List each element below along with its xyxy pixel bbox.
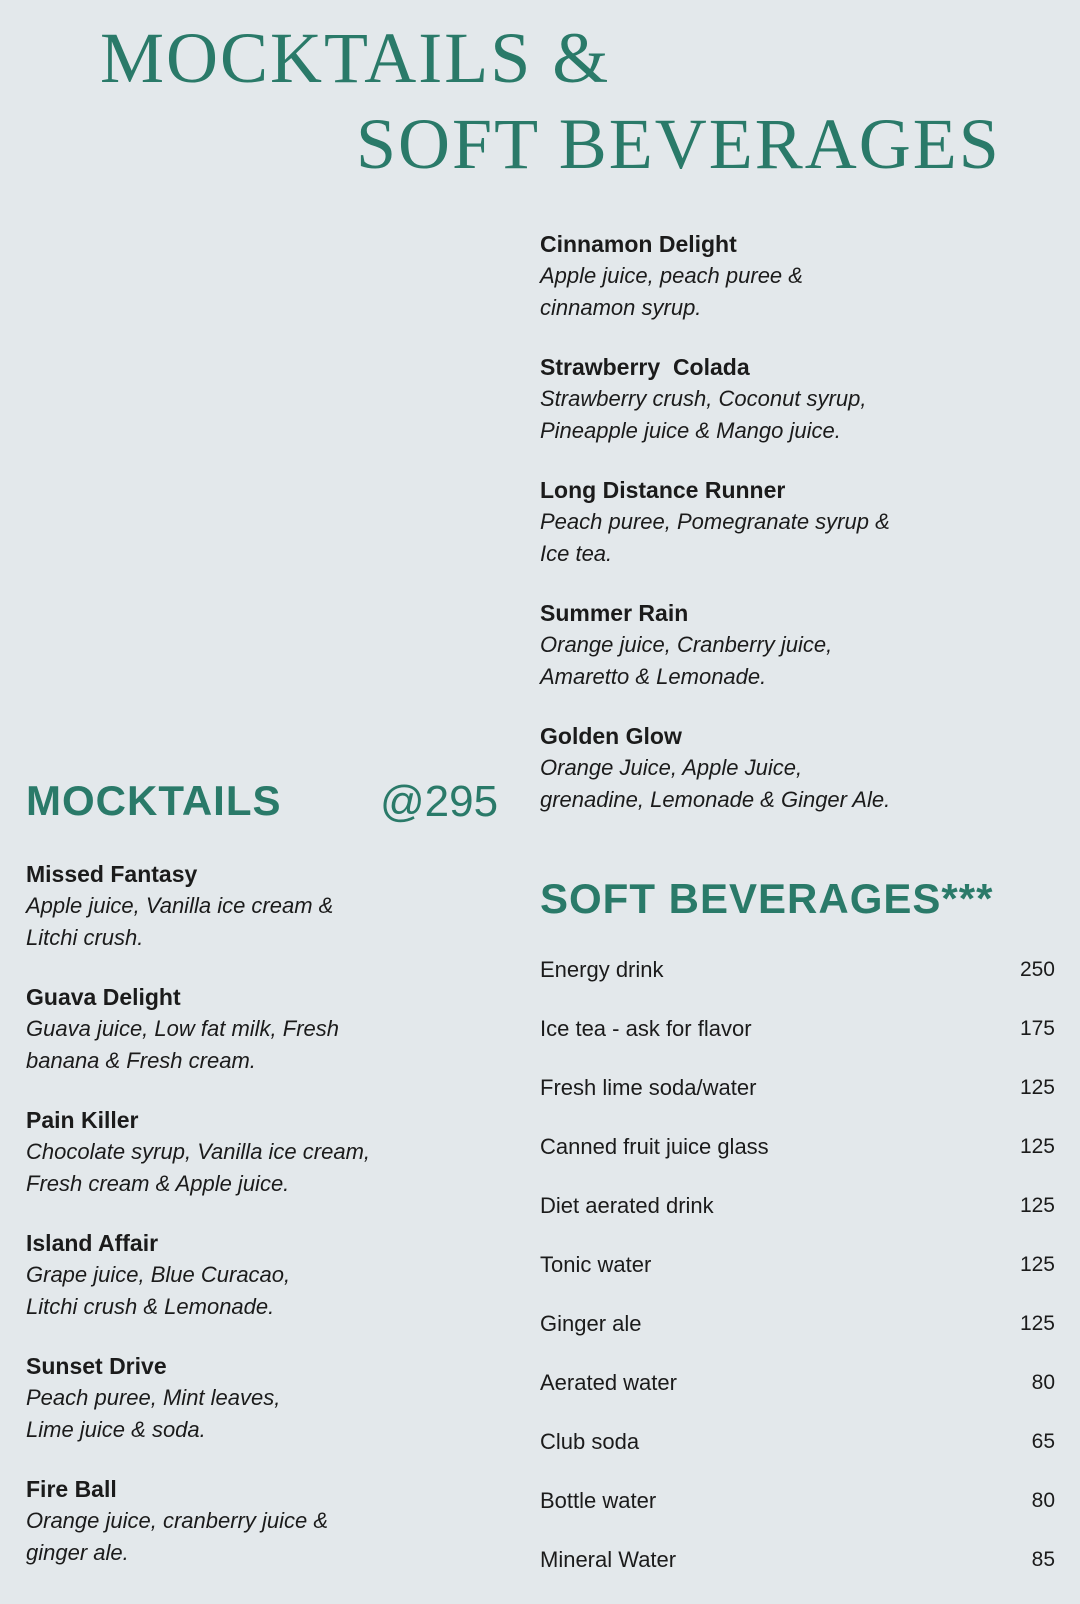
mocktail-description: Guava juice, Low fat milk, Fresh bbox=[26, 1016, 340, 1041]
page-title-line-1: MOCKTAILS & bbox=[100, 18, 611, 98]
mocktail-description: Strawberry crush, Coconut syrup, bbox=[540, 386, 867, 411]
beverage-name: Canned fruit juice glass bbox=[540, 1134, 769, 1159]
mocktail-description: Lime juice & soda. bbox=[26, 1417, 206, 1442]
mocktail-description: Apple juice, Vanilla ice cream & bbox=[26, 893, 334, 918]
mocktail-description: Peach puree, Mint leaves, bbox=[26, 1385, 281, 1410]
mocktail-description: Litchi crush & Lemonade. bbox=[26, 1294, 275, 1319]
mocktail-name: Golden Glow bbox=[540, 723, 682, 749]
list-item bbox=[540, 1309, 1055, 1368]
mocktail-item bbox=[540, 597, 1000, 693]
mocktail-description: cinnamon syrup. bbox=[540, 295, 702, 320]
beverage-price: 125 bbox=[1019, 1312, 1055, 1335]
list-item bbox=[540, 1073, 1055, 1132]
mocktail-name: Pain Killer bbox=[26, 1107, 139, 1133]
beverage-name: Energy drink bbox=[540, 957, 664, 982]
mocktails-heading: MOCKTAILS bbox=[26, 777, 282, 824]
mocktail-name: Guava Delight bbox=[26, 984, 181, 1010]
beverage-price: 125 bbox=[1019, 1135, 1055, 1158]
mocktail-description: Grape juice, Blue Curacao, bbox=[26, 1262, 291, 1287]
mocktails-price: @295 bbox=[380, 777, 499, 826]
list-item bbox=[540, 1132, 1055, 1191]
beverage-name: Aerated water bbox=[540, 1370, 677, 1395]
mocktail-description: grenadine, Lemonade & Ginger Ale. bbox=[540, 787, 891, 812]
beverage-price: 65 bbox=[1031, 1430, 1055, 1453]
mocktail-item bbox=[540, 351, 1000, 447]
list-item bbox=[540, 1368, 1055, 1427]
list-item bbox=[540, 1191, 1055, 1250]
mocktail-name: Island Affair bbox=[26, 1230, 159, 1256]
mocktail-description: Ice tea. bbox=[540, 541, 613, 566]
list-item bbox=[540, 1545, 1055, 1604]
beverage-name: Diet aerated drink bbox=[540, 1193, 714, 1218]
beverage-name: Mineral Water bbox=[540, 1547, 677, 1572]
mocktail-item bbox=[26, 1350, 486, 1446]
mocktail-description: Fresh cream & Apple juice. bbox=[26, 1171, 290, 1196]
mocktail-description: Apple juice, peach puree & bbox=[540, 263, 803, 288]
mocktail-name: Summer Rain bbox=[540, 600, 689, 626]
beverage-name: Club soda bbox=[540, 1429, 640, 1454]
beverage-price: 125 bbox=[1019, 1194, 1055, 1217]
mocktail-name: Fire Ball bbox=[26, 1476, 117, 1502]
beverage-price: 175 bbox=[1019, 1017, 1055, 1040]
mocktail-name: Missed Fantasy bbox=[26, 861, 198, 887]
mocktail-name: Sunset Drive bbox=[26, 1353, 167, 1379]
beverage-name: Ginger ale bbox=[540, 1311, 642, 1336]
soft-beverages-list bbox=[540, 955, 1055, 1604]
mocktail-item bbox=[26, 858, 486, 954]
mocktail-name: Strawberry Colada bbox=[540, 354, 750, 380]
list-item bbox=[540, 1486, 1055, 1545]
mocktail-item bbox=[540, 228, 1000, 324]
beverage-name: Tonic water bbox=[540, 1252, 652, 1277]
beverage-name: Ice tea - ask for flavor bbox=[540, 1016, 752, 1041]
beverage-price: 80 bbox=[1031, 1371, 1055, 1394]
mocktail-description: Pineapple juice & Mango juice. bbox=[540, 418, 841, 443]
mocktail-item bbox=[540, 720, 1000, 816]
list-item bbox=[540, 955, 1055, 1014]
mocktail-item bbox=[26, 1104, 486, 1200]
list-item bbox=[540, 1250, 1055, 1309]
mocktail-description: Amaretto & Lemonade. bbox=[540, 664, 767, 689]
mocktail-name: Cinnamon Delight bbox=[540, 231, 737, 257]
mocktail-description: Orange juice, cranberry juice & bbox=[26, 1508, 329, 1533]
mocktail-description: ginger ale. bbox=[26, 1540, 129, 1565]
mocktail-description: Orange Juice, Apple Juice, bbox=[540, 755, 803, 780]
mocktail-name: Long Distance Runner bbox=[540, 477, 786, 503]
beverage-name: Bottle water bbox=[540, 1488, 657, 1513]
mocktail-description: Chocolate syrup, Vanilla ice cream, bbox=[26, 1139, 371, 1164]
beverage-price: 250 bbox=[1019, 958, 1055, 981]
beverage-price: 125 bbox=[1019, 1076, 1055, 1099]
mocktail-description: Litchi crush. bbox=[26, 925, 144, 950]
beverage-price: 80 bbox=[1031, 1489, 1055, 1512]
page-title-line-2: SOFT BEVERAGES bbox=[356, 104, 1001, 184]
mocktail-item bbox=[26, 1227, 486, 1323]
list-item bbox=[540, 1014, 1055, 1073]
beverage-name: Fresh lime soda/water bbox=[540, 1075, 757, 1100]
beverage-price: 85 bbox=[1031, 1548, 1055, 1571]
mocktail-description: Peach puree, Pomegranate syrup & bbox=[540, 509, 890, 534]
mocktail-description: Orange juice, Cranberry juice, bbox=[540, 632, 833, 657]
list-item bbox=[540, 1427, 1055, 1486]
soft-beverages-heading: SOFT BEVERAGES*** bbox=[540, 875, 994, 922]
mocktail-item bbox=[26, 1473, 486, 1569]
beverage-price: 125 bbox=[1019, 1253, 1055, 1276]
mocktail-item bbox=[26, 981, 486, 1077]
mocktail-item bbox=[540, 474, 1000, 570]
mocktail-description: banana & Fresh cream. bbox=[26, 1048, 256, 1073]
